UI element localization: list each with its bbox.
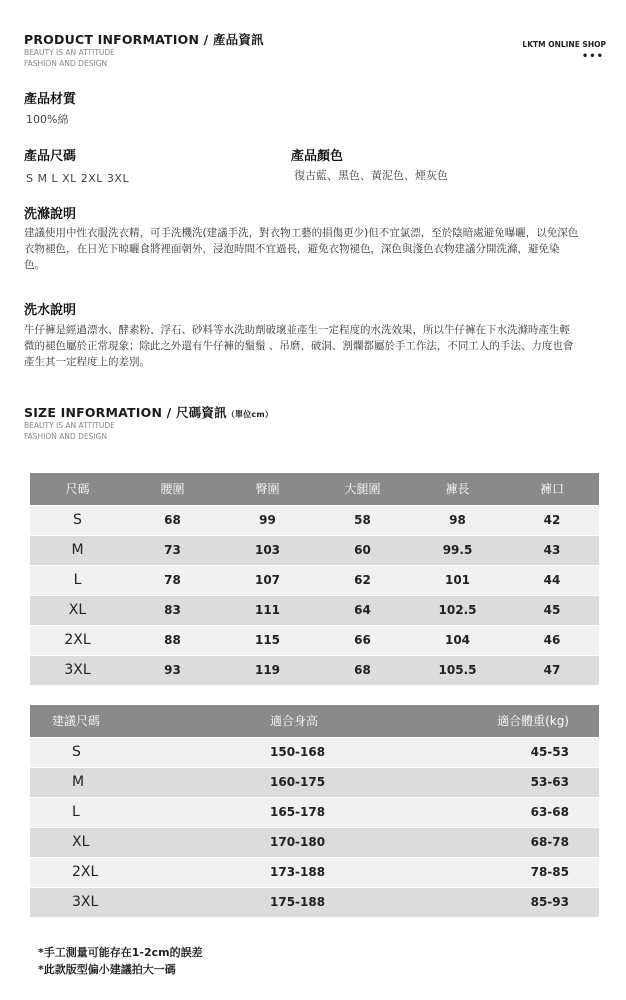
- value-cell: 73: [125, 535, 220, 565]
- value-cell: 43: [505, 535, 599, 565]
- fit-table-row: [30, 797, 599, 827]
- value-cell: 101: [410, 565, 505, 595]
- value-cell: 165-178: [230, 797, 450, 827]
- shop-name: LKTM ONLINE SHOP: [522, 40, 606, 49]
- value-cell: 60: [315, 535, 410, 565]
- value-cell: 78-85: [450, 857, 599, 887]
- size-cell: S: [30, 737, 230, 767]
- value-cell: 102.5: [410, 595, 505, 625]
- value-cell: 53-63: [450, 767, 599, 797]
- wash-label: 洗滌說明: [24, 207, 77, 222]
- value-cell: 99.5: [410, 535, 505, 565]
- product-info-subtitle-1: BEAUTY IS AN ATTITUDE: [24, 48, 115, 57]
- size-cell: 2XL: [30, 625, 125, 655]
- washing-process-text: 牛仔褲是經過漂水、酵素粉、浮石、砂料等水洗助劑破壞並產生一定程度的水洗效果，所以牛仔褲在下水洗滌時產生輕微的褪色屬於正常現象；除此之外還有牛仔褲的鬚鬚 、吊磨、破洞、割爛都屬於手工作法，不同工人的手法、力度也會產生其一定程度上的差別。: [24, 324, 574, 368]
- size-cell: XL: [30, 827, 230, 857]
- fit-table-row: [30, 737, 599, 767]
- size-table-row: [30, 505, 599, 535]
- size-cell: 3XL: [30, 887, 230, 917]
- value-cell: 173-188: [230, 857, 450, 887]
- value-cell: 99: [220, 505, 315, 535]
- fit-table-header-row: [30, 705, 599, 737]
- size-table-row: [30, 565, 599, 595]
- sizes-label: 產品尺碼: [24, 149, 77, 164]
- value-cell: 160-175: [230, 767, 450, 797]
- value-cell: 104: [410, 625, 505, 655]
- size-table-row: [30, 655, 599, 685]
- value-cell: 58: [315, 505, 410, 535]
- value-cell: 105.5: [410, 655, 505, 685]
- fit-table-row: [30, 767, 599, 797]
- size-cell: S: [30, 505, 125, 535]
- value-cell: 175-188: [230, 887, 450, 917]
- notes: [38, 944, 203, 978]
- product-info-title: PRODUCT INFORMATION / 產品資訊: [24, 32, 264, 47]
- value-cell: 78: [125, 565, 220, 595]
- note-size-advice: *此款版型偏小建議拍大一碼: [38, 963, 176, 976]
- size-table-header: 腰圍: [125, 473, 220, 505]
- size-table-header: 臀圍: [220, 473, 315, 505]
- size-info-subtitle-2: FASHION AND DESIGN: [24, 432, 108, 441]
- size-cell: XL: [30, 595, 125, 625]
- size-table-row: [30, 535, 599, 565]
- size-info-unit: （單位cm）: [226, 410, 274, 419]
- colors-value: 復古藍、黑色、黃泥色、煙灰色: [294, 169, 448, 182]
- value-cell: 119: [220, 655, 315, 685]
- value-cell: 66: [315, 625, 410, 655]
- size-cell: L: [30, 565, 125, 595]
- value-cell: 68: [315, 655, 410, 685]
- size-table-header-row: [30, 473, 599, 505]
- value-cell: 68-78: [450, 827, 599, 857]
- fit-table-header: 建議尺碼: [30, 705, 230, 737]
- size-cell: M: [30, 767, 230, 797]
- size-cell: L: [30, 797, 230, 827]
- fit-table-row: [30, 857, 599, 887]
- value-cell: 88: [125, 625, 220, 655]
- value-cell: 98: [410, 505, 505, 535]
- size-table-header: 尺碼: [30, 473, 125, 505]
- product-info-subtitle-2: FASHION AND DESIGN: [24, 59, 108, 68]
- value-cell: 42: [505, 505, 599, 535]
- fit-table-row: [30, 827, 599, 857]
- value-cell: 46: [505, 625, 599, 655]
- size-table-row: [30, 625, 599, 655]
- size-table-row: [30, 595, 599, 625]
- size-info-subtitle-1: BEAUTY IS AN ATTITUDE: [24, 421, 115, 430]
- value-cell: 83: [125, 595, 220, 625]
- value-cell: 103: [220, 535, 315, 565]
- value-cell: 68: [125, 505, 220, 535]
- value-cell: 44: [505, 565, 599, 595]
- washing-process-label: 洗水說明: [24, 303, 77, 318]
- value-cell: 85-93: [450, 887, 599, 917]
- more-dots-icon[interactable]: •••: [581, 51, 604, 62]
- value-cell: 93: [125, 655, 220, 685]
- value-cell: 64: [315, 595, 410, 625]
- fit-table-header: 適合體重(kg): [450, 705, 599, 737]
- value-cell: 63-68: [450, 797, 599, 827]
- value-cell: 62: [315, 565, 410, 595]
- size-table-header: 大腿圍: [315, 473, 410, 505]
- value-cell: 45-53: [450, 737, 599, 767]
- note-measurement-error: *手工測量可能存在1-2cm的誤差: [38, 946, 203, 959]
- value-cell: 115: [220, 625, 315, 655]
- size-measurement-table: [30, 473, 599, 685]
- wash-text: 建議使用中性衣服洗衣精，可手洗機洗(建議手洗，對衣物工藝的損傷更少)但不宜氯漂，至於陰暗處避免曝曬，以免深色衣物褪色，在日光下晾曬食將裡面朝外，浸泡時間不宜過長，避免衣物褪色，深色與淺色衣物建議分開洗滌，避免染色。: [24, 227, 579, 271]
- material-label: 產品材質: [24, 92, 77, 107]
- size-cell: 3XL: [30, 655, 125, 685]
- fit-table-row: [30, 887, 599, 917]
- fit-table-header: 適合身高: [230, 705, 450, 737]
- size-cell: M: [30, 535, 125, 565]
- size-info-title-text: SIZE INFORMATION / 尺碼資訊: [24, 405, 227, 420]
- value-cell: 150-168: [230, 737, 450, 767]
- material-value: 100%綿: [26, 113, 69, 126]
- value-cell: 107: [220, 565, 315, 595]
- size-table-header: 褲長: [410, 473, 505, 505]
- size-cell: 2XL: [30, 857, 230, 887]
- size-table-header: 褲口: [505, 473, 599, 505]
- value-cell: 170-180: [230, 827, 450, 857]
- sizes-value: S M L XL 2XL 3XL: [26, 172, 130, 185]
- value-cell: 111: [220, 595, 315, 625]
- size-info-title: [24, 403, 273, 421]
- colors-label: 產品顏色: [291, 149, 344, 164]
- value-cell: 45: [505, 595, 599, 625]
- value-cell: 47: [505, 655, 599, 685]
- fit-recommendation-table: [30, 705, 599, 917]
